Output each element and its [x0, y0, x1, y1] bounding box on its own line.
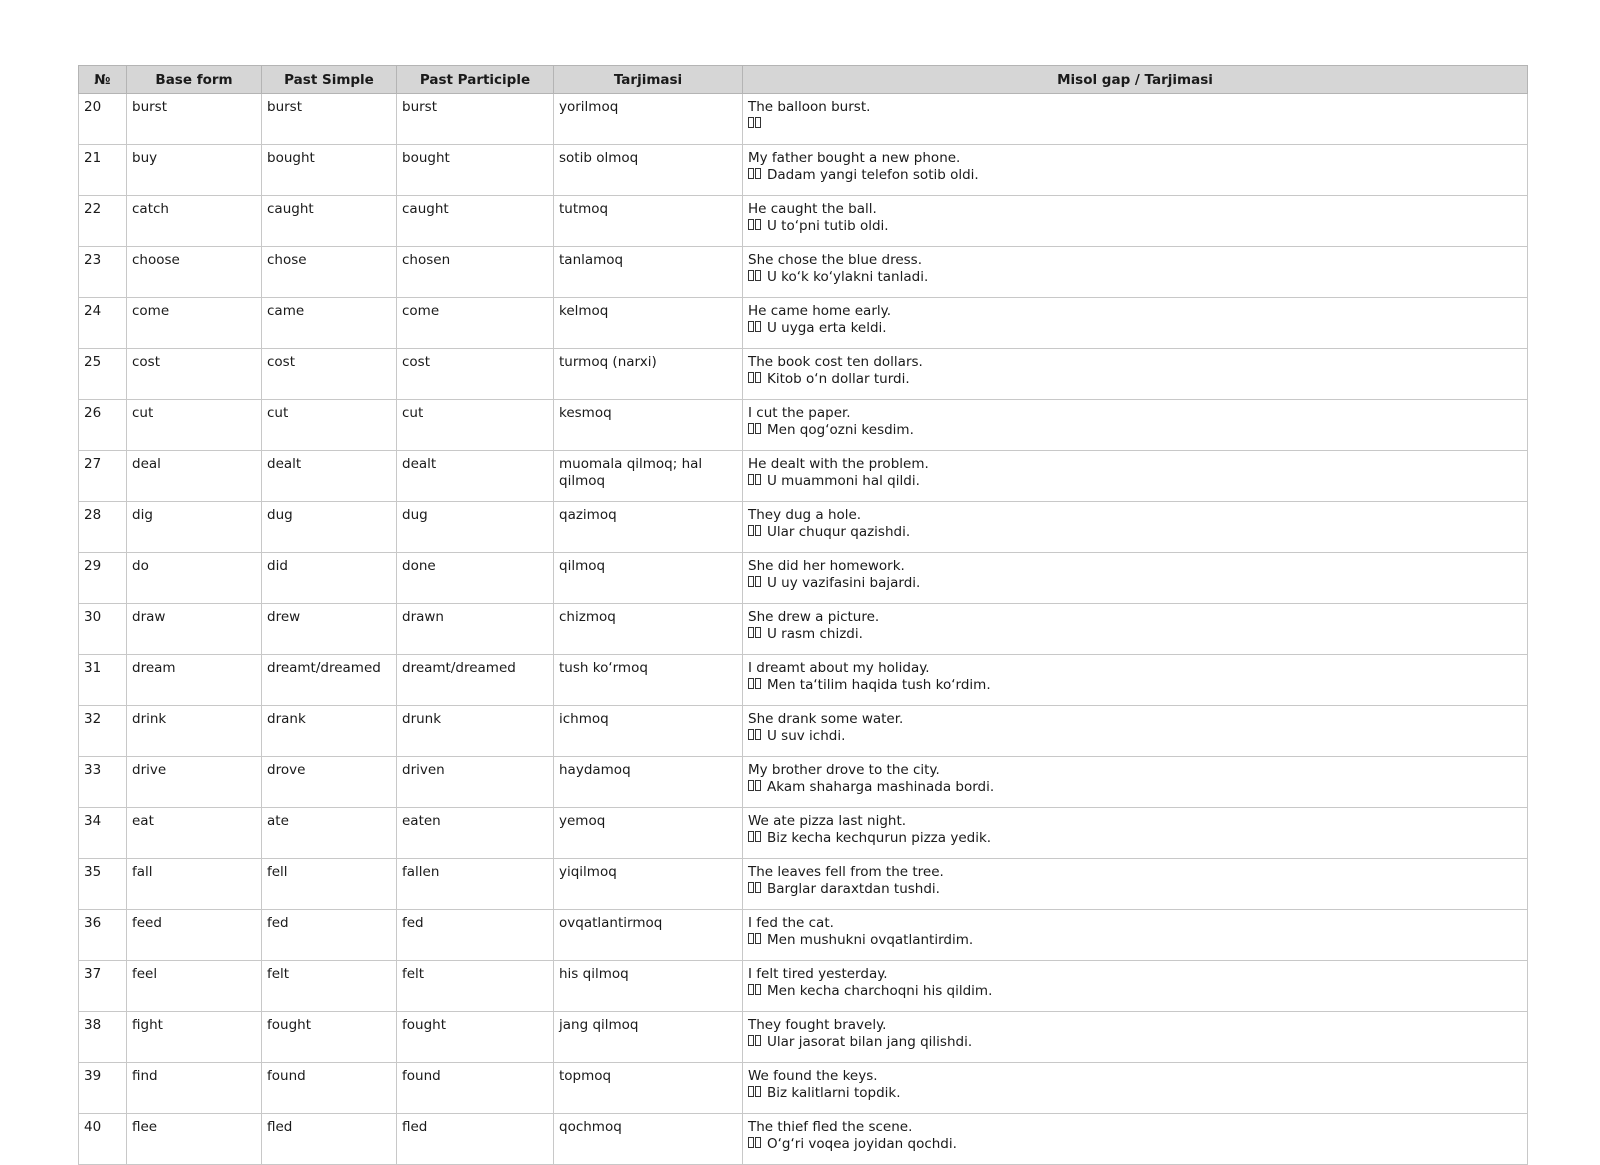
table-row [79, 349, 1528, 400]
example-cell [743, 706, 1528, 757]
past-participle-cell: fed [397, 910, 554, 961]
example-uzbek: Akam shaharga mashinada bordi. [767, 779, 995, 795]
example-uzbek-line [748, 1085, 1522, 1102]
table-row [79, 859, 1528, 910]
row-number: 23 [79, 247, 127, 298]
flag-placeholder-icon [748, 117, 763, 129]
past-participle-cell: bought [397, 145, 554, 196]
past-simple-cell: dreamt/dreamed [262, 655, 397, 706]
flag-placeholder-icon [748, 576, 763, 588]
row-number: 25 [79, 349, 127, 400]
row-number: 20 [79, 94, 127, 145]
table-row [79, 757, 1528, 808]
example-cell [743, 910, 1528, 961]
base-form-cell: feel [127, 961, 262, 1012]
example-uzbek-line [748, 269, 1522, 286]
example-english: My brother drove to the city. [748, 762, 940, 778]
example-uzbek-line [748, 728, 1522, 745]
base-form-cell: draw [127, 604, 262, 655]
past-participle-cell: drunk [397, 706, 554, 757]
col-header-base-form: Base form [127, 66, 262, 94]
flag-placeholder-icon [748, 270, 763, 282]
past-simple-cell: caught [262, 196, 397, 247]
example-english: They dug a hole. [748, 507, 862, 523]
base-form-cell: fight [127, 1012, 262, 1063]
example-cell [743, 1114, 1528, 1165]
past-simple-cell: dealt [262, 451, 397, 502]
example-english: She chose the blue dress. [748, 252, 922, 268]
col-header-past-participle: Past Participle [397, 66, 554, 94]
past-simple-cell: burst [262, 94, 397, 145]
example-cell [743, 655, 1528, 706]
translation-cell: jang qilmoq [554, 1012, 743, 1063]
example-cell [743, 94, 1528, 145]
past-simple-cell: came [262, 298, 397, 349]
example-uzbek: Men mushukni ovqatlantirdim. [767, 932, 974, 948]
table-row [79, 706, 1528, 757]
table-row [79, 961, 1528, 1012]
example-uzbek: U rasm chizdi. [767, 626, 863, 642]
flag-placeholder-icon [748, 219, 763, 231]
example-uzbek: U muammoni hal qildi. [767, 473, 920, 489]
example-uzbek-line [748, 779, 1522, 796]
example-uzbek: Kitob o‘n dollar turdi. [767, 371, 910, 387]
base-form-cell: find [127, 1063, 262, 1114]
flag-placeholder-icon [748, 525, 763, 537]
col-header-number: № [79, 66, 127, 94]
base-form-cell: dream [127, 655, 262, 706]
example-uzbek-line [748, 524, 1522, 541]
translation-cell: qochmoq [554, 1114, 743, 1165]
table-row [79, 910, 1528, 961]
base-form-cell: dig [127, 502, 262, 553]
past-participle-cell: felt [397, 961, 554, 1012]
example-uzbek: U suv ichdi. [767, 728, 846, 744]
translation-cell: yemoq [554, 808, 743, 859]
example-english: I felt tired yesterday. [748, 966, 888, 982]
example-uzbek-line [748, 422, 1522, 439]
base-form-cell: fall [127, 859, 262, 910]
row-number: 21 [79, 145, 127, 196]
past-simple-cell: did [262, 553, 397, 604]
table-body [79, 94, 1528, 1165]
example-cell [743, 451, 1528, 502]
past-simple-cell: fell [262, 859, 397, 910]
example-uzbek-line [748, 830, 1522, 847]
base-form-cell: buy [127, 145, 262, 196]
past-participle-cell: fallen [397, 859, 554, 910]
row-number: 24 [79, 298, 127, 349]
example-english: The leaves fell from the tree. [748, 864, 944, 880]
past-participle-cell: drawn [397, 604, 554, 655]
example-uzbek: O‘g‘ri voqea joyidan qochdi. [767, 1136, 957, 1152]
row-number: 26 [79, 400, 127, 451]
past-simple-cell: cost [262, 349, 397, 400]
row-number: 28 [79, 502, 127, 553]
example-cell [743, 757, 1528, 808]
col-header-past-simple: Past Simple [262, 66, 397, 94]
example-uzbek: U uyga erta keldi. [767, 320, 887, 336]
translation-cell: ovqatlantirmoq [554, 910, 743, 961]
translation-cell: turmoq (narxi) [554, 349, 743, 400]
table-row [79, 298, 1528, 349]
row-number: 33 [79, 757, 127, 808]
example-english: We found the keys. [748, 1068, 878, 1084]
flag-placeholder-icon [748, 474, 763, 486]
translation-cell: topmoq [554, 1063, 743, 1114]
example-uzbek-line [748, 626, 1522, 643]
table-row [79, 604, 1528, 655]
table-row [79, 94, 1528, 145]
table-row [79, 400, 1528, 451]
translation-cell: muomala qilmoq; hal qilmoq [554, 451, 743, 502]
table-row [79, 451, 1528, 502]
past-participle-cell: chosen [397, 247, 554, 298]
base-form-cell: come [127, 298, 262, 349]
flag-placeholder-icon [748, 627, 763, 639]
flag-placeholder-icon [748, 372, 763, 384]
translation-cell: haydamoq [554, 757, 743, 808]
past-simple-cell: bought [262, 145, 397, 196]
example-uzbek-line [748, 1034, 1522, 1051]
table-row [79, 655, 1528, 706]
example-english: I fed the cat. [748, 915, 834, 931]
row-number: 40 [79, 1114, 127, 1165]
past-simple-cell: fed [262, 910, 397, 961]
table-row [79, 1063, 1528, 1114]
past-simple-cell: chose [262, 247, 397, 298]
example-english: He came home early. [748, 303, 891, 319]
example-uzbek: Barglar daraxtdan tushdi. [767, 881, 940, 897]
flag-placeholder-icon [748, 423, 763, 435]
example-english: I dreamt about my holiday. [748, 660, 930, 676]
verb-table-container [78, 65, 1527, 1165]
base-form-cell: cost [127, 349, 262, 400]
row-number: 39 [79, 1063, 127, 1114]
translation-cell: kelmoq [554, 298, 743, 349]
flag-placeholder-icon [748, 168, 763, 180]
example-uzbek: U ko‘k ko‘ylakni tanladi. [767, 269, 929, 285]
example-uzbek: Men kecha charchoqni his qildim. [767, 983, 993, 999]
example-cell [743, 553, 1528, 604]
example-cell [743, 502, 1528, 553]
example-uzbek: U uy vazifasini bajardi. [767, 575, 921, 591]
translation-cell: tutmoq [554, 196, 743, 247]
example-english: She drew a picture. [748, 609, 880, 625]
base-form-cell: cut [127, 400, 262, 451]
past-simple-cell: found [262, 1063, 397, 1114]
past-participle-cell: burst [397, 94, 554, 145]
example-cell [743, 1063, 1528, 1114]
base-form-cell: drink [127, 706, 262, 757]
past-simple-cell: ate [262, 808, 397, 859]
table-row [79, 502, 1528, 553]
row-number: 37 [79, 961, 127, 1012]
example-english: I cut the paper. [748, 405, 851, 421]
past-participle-cell: caught [397, 196, 554, 247]
example-uzbek: Men qog‘ozni kesdim. [767, 422, 914, 438]
past-participle-cell: come [397, 298, 554, 349]
table-row [79, 808, 1528, 859]
past-simple-cell: fled [262, 1114, 397, 1165]
translation-cell: tush ko‘rmoq [554, 655, 743, 706]
example-uzbek: Men ta‘tilim haqida tush ko‘rdim. [767, 677, 991, 693]
example-english: We ate pizza last night. [748, 813, 907, 829]
example-cell [743, 145, 1528, 196]
example-uzbek: U to‘pni tutib oldi. [767, 218, 889, 234]
example-uzbek-line [748, 881, 1522, 898]
example-english: They fought bravely. [748, 1017, 887, 1033]
example-uzbek-line [748, 371, 1522, 388]
past-simple-cell: drew [262, 604, 397, 655]
past-participle-cell: driven [397, 757, 554, 808]
past-simple-cell: drove [262, 757, 397, 808]
flag-placeholder-icon [748, 882, 763, 894]
example-cell [743, 400, 1528, 451]
example-english: The thief fled the scene. [748, 1119, 913, 1135]
row-number: 34 [79, 808, 127, 859]
flag-placeholder-icon [748, 678, 763, 690]
base-form-cell: do [127, 553, 262, 604]
example-english: He dealt with the problem. [748, 456, 929, 472]
row-number: 32 [79, 706, 127, 757]
flag-placeholder-icon [748, 984, 763, 996]
translation-cell: qazimoq [554, 502, 743, 553]
translation-cell: ichmoq [554, 706, 743, 757]
past-simple-cell: drank [262, 706, 397, 757]
example-uzbek: Ular jasorat bilan jang qilishdi. [767, 1034, 973, 1050]
base-form-cell: burst [127, 94, 262, 145]
example-english: He caught the ball. [748, 201, 877, 217]
translation-cell: yorilmoq [554, 94, 743, 145]
example-cell [743, 961, 1528, 1012]
base-form-cell: feed [127, 910, 262, 961]
example-cell [743, 1012, 1528, 1063]
example-uzbek-line [748, 983, 1522, 1000]
table-row [79, 145, 1528, 196]
row-number: 22 [79, 196, 127, 247]
example-uzbek-line [748, 473, 1522, 490]
example-uzbek-line [748, 320, 1522, 337]
past-participle-cell: cost [397, 349, 554, 400]
example-uzbek-line [748, 116, 1522, 133]
translation-cell: qilmoq [554, 553, 743, 604]
base-form-cell: choose [127, 247, 262, 298]
past-participle-cell: cut [397, 400, 554, 451]
example-uzbek-line [748, 218, 1522, 235]
col-header-example: Misol gap / Tarjimasi [743, 66, 1528, 94]
past-simple-cell: felt [262, 961, 397, 1012]
translation-cell: yiqilmoq [554, 859, 743, 910]
base-form-cell: eat [127, 808, 262, 859]
irregular-verbs-table [78, 65, 1528, 1165]
base-form-cell: flee [127, 1114, 262, 1165]
row-number: 29 [79, 553, 127, 604]
row-number: 35 [79, 859, 127, 910]
translation-cell: sotib olmoq [554, 145, 743, 196]
translation-cell: kesmoq [554, 400, 743, 451]
flag-placeholder-icon [748, 831, 763, 843]
past-simple-cell: fought [262, 1012, 397, 1063]
flag-placeholder-icon [748, 1035, 763, 1047]
past-participle-cell: eaten [397, 808, 554, 859]
example-uzbek-line [748, 575, 1522, 592]
flag-placeholder-icon [748, 780, 763, 792]
flag-placeholder-icon [748, 933, 763, 945]
row-number: 38 [79, 1012, 127, 1063]
example-uzbek: Biz kecha kechqurun pizza yedik. [767, 830, 992, 846]
example-uzbek-line [748, 1136, 1522, 1153]
example-english: My father bought a new phone. [748, 150, 961, 166]
past-participle-cell: fought [397, 1012, 554, 1063]
table-row [79, 247, 1528, 298]
flag-placeholder-icon [748, 729, 763, 741]
past-participle-cell: dealt [397, 451, 554, 502]
past-participle-cell: done [397, 553, 554, 604]
example-english: She drank some water. [748, 711, 904, 727]
example-uzbek: Biz kalitlarni topdik. [767, 1085, 901, 1101]
row-number: 31 [79, 655, 127, 706]
example-english: The balloon burst. [748, 99, 871, 115]
past-simple-cell: dug [262, 502, 397, 553]
row-number: 27 [79, 451, 127, 502]
example-english: She did her homework. [748, 558, 905, 574]
example-uzbek-line [748, 677, 1522, 694]
translation-cell: his qilmoq [554, 961, 743, 1012]
past-participle-cell: fled [397, 1114, 554, 1165]
flag-placeholder-icon [748, 321, 763, 333]
table-row [79, 1114, 1528, 1165]
flag-placeholder-icon [748, 1137, 763, 1149]
example-english: The book cost ten dollars. [748, 354, 923, 370]
table-row [79, 1012, 1528, 1063]
example-cell [743, 859, 1528, 910]
example-cell [743, 604, 1528, 655]
example-uzbek: Dadam yangi telefon sotib oldi. [767, 167, 979, 183]
translation-cell: chizmoq [554, 604, 743, 655]
example-cell [743, 349, 1528, 400]
base-form-cell: drive [127, 757, 262, 808]
past-participle-cell: dreamt/dreamed [397, 655, 554, 706]
table-row [79, 553, 1528, 604]
base-form-cell: catch [127, 196, 262, 247]
example-cell [743, 247, 1528, 298]
translation-cell: tanlamoq [554, 247, 743, 298]
past-participle-cell: found [397, 1063, 554, 1114]
base-form-cell: deal [127, 451, 262, 502]
row-number: 36 [79, 910, 127, 961]
header-row [79, 66, 1528, 94]
table-row [79, 196, 1528, 247]
example-cell [743, 298, 1528, 349]
example-uzbek-line [748, 932, 1522, 949]
row-number: 30 [79, 604, 127, 655]
example-uzbek-line [748, 167, 1522, 184]
flag-placeholder-icon [748, 1086, 763, 1098]
example-cell [743, 196, 1528, 247]
past-simple-cell: cut [262, 400, 397, 451]
example-uzbek: Ular chuqur qazishdi. [767, 524, 911, 540]
col-header-translation: Tarjimasi [554, 66, 743, 94]
past-participle-cell: dug [397, 502, 554, 553]
example-cell [743, 808, 1528, 859]
